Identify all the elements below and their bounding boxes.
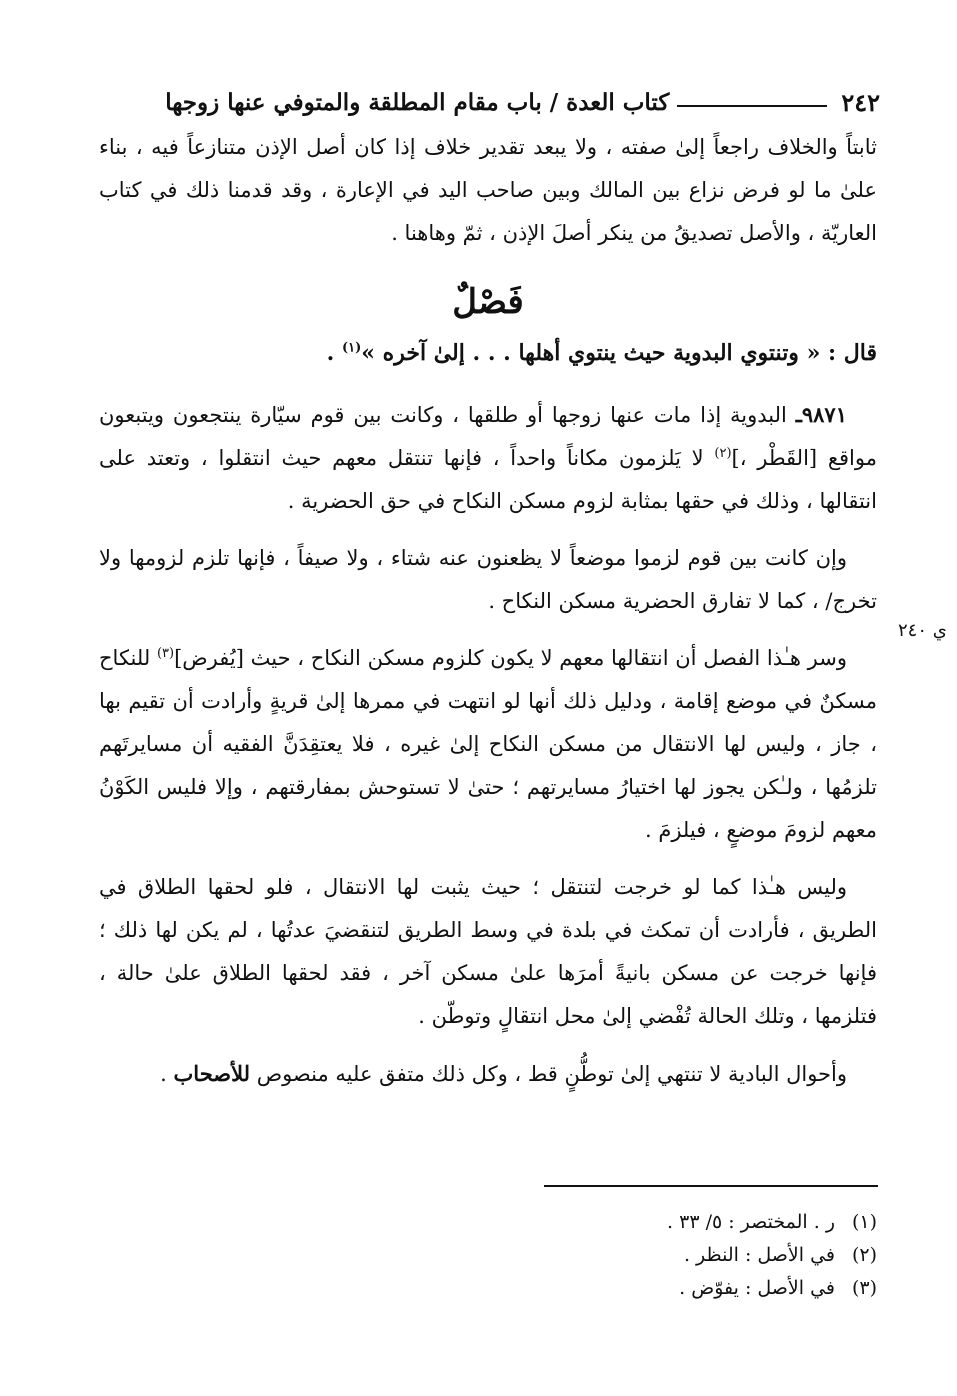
footnote-separator <box>544 1185 878 1187</box>
quote-suffix: . <box>326 340 342 366</box>
footnote-number: (٢) <box>851 1244 877 1266</box>
paragraph-text-b: لا يَلزمون مكاناً واحداً ، فإنها تنتقل معهم حيث انتقلوا ، وتعتد على انتقالها ، وذلك في حقها بمثابة لزوم مسكن النكاح في حق الحضرية . <box>99 446 877 513</box>
footnote <box>377 1272 877 1305</box>
footnote-ref-3: (٣) <box>156 646 175 661</box>
quote-text: قال : « وتنتوي البدوية حيث ينتوي أهلها . . . إلىٰ آخره » <box>361 340 877 366</box>
footnote-text: في الأصل : النظر . <box>683 1244 835 1266</box>
paragraph-5 <box>99 1052 877 1096</box>
paragraph-text-b: . <box>160 1062 174 1086</box>
manuscript-margin-note: ي ٢٤٠ <box>898 620 947 641</box>
footnote-ref-2: (٢) <box>714 446 732 461</box>
paragraph-text-a: وأحوال البادية لا تنتهي إلىٰ توطُّنٍ قط ، وكل ذلك متفق عليه منصوص <box>250 1062 847 1086</box>
footnote-number: (٣) <box>851 1277 877 1299</box>
footnote-text: في الأصل : يفوّض . <box>679 1277 835 1299</box>
footnote <box>377 1206 877 1239</box>
paragraph-bold-end: للأصحاب <box>173 1061 251 1086</box>
footnotes <box>377 1206 877 1305</box>
page-header <box>100 82 880 122</box>
paragraph-2: وإن كانت بين قوم لزموا موضعاً لا يظعنون عنه شتاء ، ولا صيفاً ، فإنها تلزم لزومها ولا تخرج/ ، كما لا تفارق الحضرية مسكن النكاح . <box>99 546 877 613</box>
footnote-ref-1: (١) <box>341 340 362 356</box>
paragraph-4: وليس هـٰذا كما لو خرجت لتنتقل ؛ حيث يثبت لها الانتقال ، فلو لحقها الطلاق في الطريق ، فأرادت أن تمكث في بلدة في وسط الطريق لتنقضيَ عدتُها ، لم يكن لها ذلك ؛ فإنها خرجت عن مسكن بانيةً أمرَها علىٰ مسكن آخر ، فقد لحقها الطلاق علىٰ حالة ، فتلزمها ، وتلك الحالة تُفْضي إلىٰ محل انتقالٍ وتوطّن . <box>99 875 877 1028</box>
quoted-text <box>99 331 877 375</box>
footnote-number: (١) <box>851 1211 877 1233</box>
paragraph-3 <box>99 637 877 852</box>
paragraph-text-a: وسر هـٰذا الفصل أن انتقالها معهم لا يكون كلزوم مسكن النكاح ، حيث [يُفرض] <box>174 646 847 670</box>
paragraph-number: ٩٨٧١ـ <box>795 402 847 427</box>
footnote <box>377 1239 877 1272</box>
page-body <box>99 126 877 1096</box>
header-rule <box>677 105 827 107</box>
paragraph-continued: ثابتاً والخلاف راجعاً إلىٰ صفته ، ولا يبعد تقدير خلاف إذا كان أصل الإذن متنازعاً فيه ، بناء علىٰ ما لو فرض نزاع بين المالك وبين صاحب اليد في الإعارة ، وقد قدمنا ذلك في كتاب العاريّة ، والأصل تصديقُ من ينكر أصلَ الإذن ، ثمّ وهاهنا . <box>99 135 877 245</box>
page-number: ٢٤٢ <box>841 87 880 117</box>
paragraph-9871 <box>99 393 877 523</box>
section-heading-fasl: فَصْلٌ <box>452 282 524 322</box>
running-title: كتاب العدة / باب مقام المطلقة والمتوفي عنها زوجها <box>165 88 670 116</box>
footnote-text: ر . المختصر : ٥/ ٣٣ . <box>667 1211 835 1233</box>
paragraph-text-a: البدوية إذا مات عنها زوجها أو طلقها ، وكانت بين قوم سيّارة ينتجعون ويتبعون مواقع [القَطْر ،] <box>99 403 877 470</box>
paragraph-text-b: للنكاح مسكنٌ في موضع إقامة ، ودليل ذلك أنها لو انتهت في ممرها إلىٰ قريةٍ وأرادت أن تقيم بها ، جاز ، وليس لها الانتقال من مسكن النكاح إلىٰ غيره ، فلا يعتقِدَنَّ الفقيه أن مسايرتَهم تلزمُها ، ولـٰكن يجوز لها اختيارُ مسايرتهم ؛ حتىٰ لا تستوحش بمفارقتهم ، وإلا فليس الكَوْنُ معهم لزومَ موضعٍ ، فيلزمَ . <box>99 646 877 842</box>
